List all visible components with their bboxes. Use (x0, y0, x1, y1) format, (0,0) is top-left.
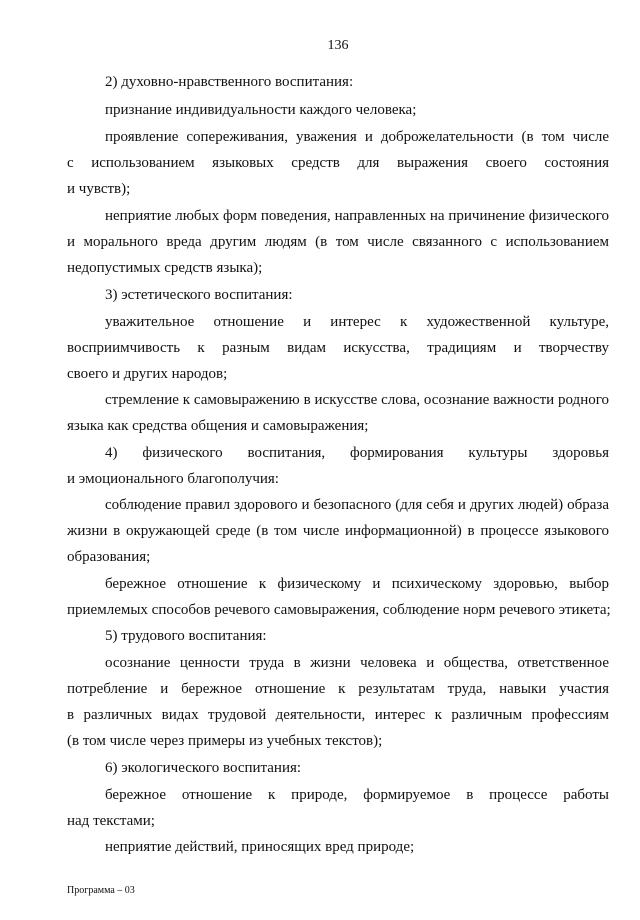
text-line: приемлемых способов речевого самовыражения, соблюдение норм речевого этикета; (67, 602, 611, 618)
text-line: недопустимых средств языка); (67, 260, 263, 276)
section-heading-aesthetic: 3) эстетического воспитания: (105, 287, 293, 303)
text-line: языка как средства общения и самовыражения; (67, 418, 369, 434)
text-line: жизни в окружающей среде (в том числе информационной) в процессе языкового (67, 523, 609, 539)
section-heading-ecological: 6) экологического воспитания: (105, 760, 302, 776)
text-line: и морального вреда другим людям (в том числе связанного с использованием (67, 234, 609, 250)
text-line: своего и других народов; (67, 366, 228, 382)
text-line: потребление и бережное отношение к результатам труда, навыки участия (67, 681, 609, 697)
text-line: бережное отношение к физическому и психическому здоровью, выбор (105, 576, 609, 592)
text-line: стремление к самовыражению в искусстве слова, осознание важности родного (105, 392, 609, 408)
section-heading-spiritual: 2) духовно-нравственного воспитания: (105, 74, 354, 90)
text-line: неприятие действий, приносящих вред природе; (105, 839, 415, 855)
text-line: признание индивидуальности каждого человека; (105, 102, 417, 118)
text-line: уважительное отношение и интерес к художественной культуре, (105, 314, 609, 330)
text-line: неприятие любых форм поведения, направленных на причинение физического (105, 208, 609, 224)
text-line: над текстами; (67, 813, 155, 829)
page-footer: Программа – 03 (67, 885, 135, 896)
section-heading-physical: 4) физического воспитания, формирования культуры здоровья (105, 445, 609, 461)
text-line: соблюдение правил здорового и безопасного (для себя и других людей) образа (105, 497, 609, 513)
section-heading-labor: 5) трудового воспитания: (105, 628, 267, 644)
text-line: и эмоционального благополучия: (67, 471, 279, 487)
text-line: восприимчивость к разным видам искусства, традициям и творчеству (67, 340, 609, 356)
text-line: бережное отношение к природе, формируемое в процессе работы (105, 787, 609, 803)
text-line: и чувств); (67, 181, 131, 197)
text-line: (в том числе через примеры из учебных текстов); (67, 733, 383, 749)
text-line: образования; (67, 549, 151, 565)
page-number: 136 (327, 38, 349, 53)
text-line: осознание ценности труда в жизни человека и общества, ответственное (105, 655, 609, 671)
text-line: с использованием языковых средств для выражения своего состояния (67, 155, 609, 171)
text-line: в различных видах трудовой деятельности, интерес к различным профессиям (67, 707, 609, 723)
text-line: проявление сопереживания, уважения и доброжелательности (в том числе (105, 129, 609, 145)
